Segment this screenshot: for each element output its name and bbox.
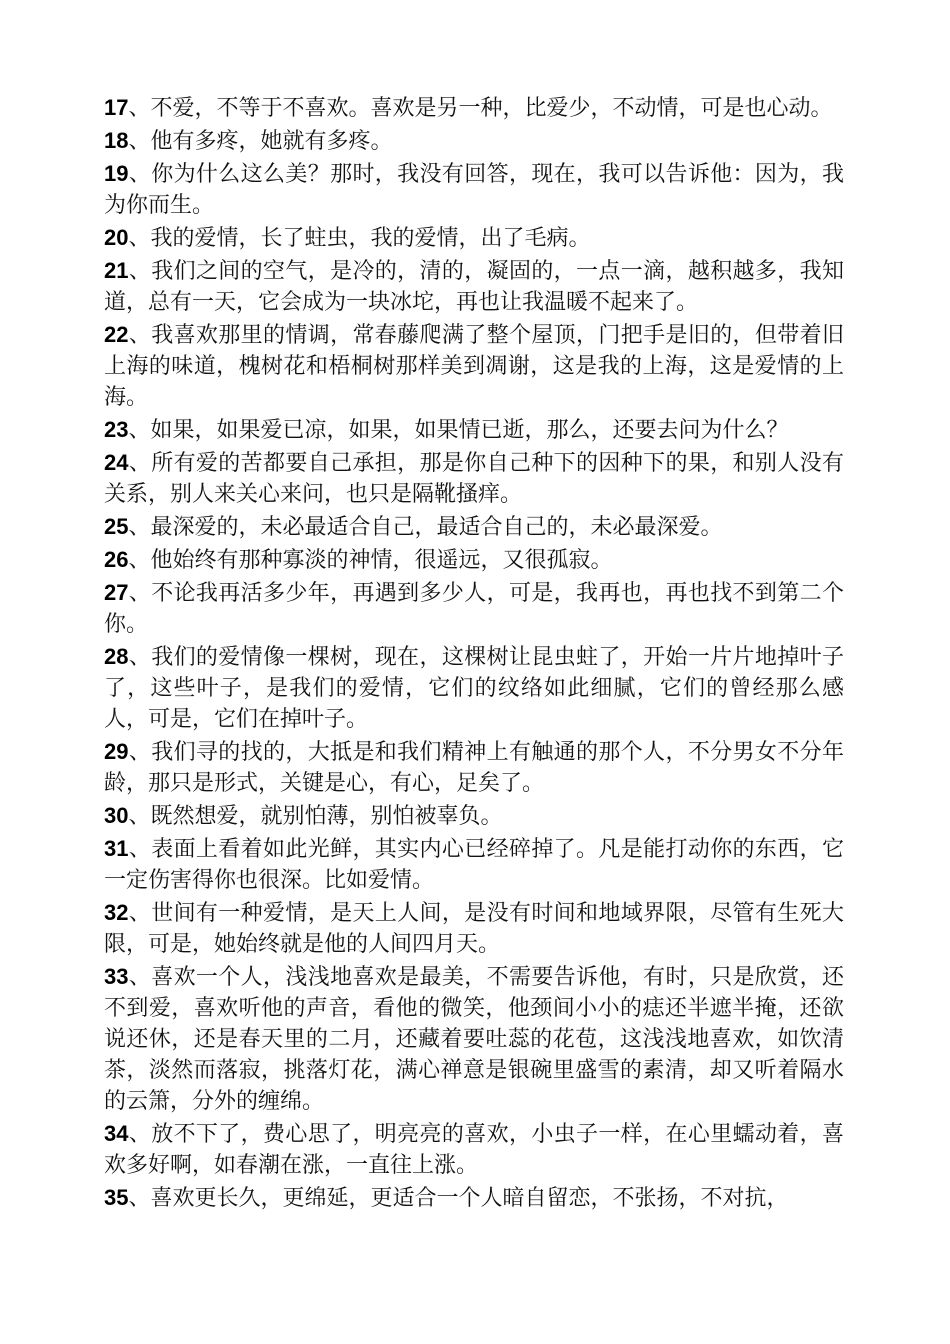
item-text: 、放不下了，费心思了，明亮亮的喜欢，小虫子一样，在心里蠕动着，喜欢多好啊，如春潮在涨，一直往上涨。	[104, 1122, 844, 1178]
list-item	[104, 833, 844, 896]
item-text: 、如果，如果爱已凉，如果，如果情已逝，那么，还要去问为什么？	[128, 418, 789, 443]
item-number: 28	[104, 644, 129, 669]
item-text: 、我们的爱情像一棵树，现在，这棵树让昆虫蛀了，开始一片片地掉叶子了，这些叶子，是我们的爱情，它们的纹络如此细腻，它们的曾经那么感人，可是，它们在掉叶子。	[104, 645, 844, 732]
item-number: 29	[104, 739, 129, 764]
item-text: 、表面上看着如此光鲜，其实内心已经碎掉了。凡是能打动你的东西，它一定伤害得你也很深。比如爱情。	[104, 837, 844, 893]
item-text: 、我们寻的找的，大抵是和我们精神上有触通的那个人，不分男女不分年龄，那只是形式，关键是心，有心，足矣了。	[104, 740, 844, 796]
item-text: 、我们之间的空气，是冷的，清的，凝固的，一点一滴，越积越多，我知道，总有一天，它会成为一块冰坨，再也让我温暖不起来了。	[104, 259, 844, 315]
item-number: 19	[104, 161, 129, 186]
list-item	[104, 800, 844, 832]
item-text: 、喜欢更长久，更绵延，更适合一个人暗自留恋，不张扬，不对抗，	[128, 1186, 789, 1211]
item-number: 25	[104, 514, 129, 539]
item-number: 24	[104, 450, 129, 475]
item-text: 、我喜欢那里的情调，常春藤爬满了整个屋顶，门把手是旧的，但带着旧上海的味道，槐树花和梧桐树那样美到凋谢，这是我的上海，这是爱情的上海。	[104, 323, 844, 410]
list-item	[104, 961, 844, 1117]
item-text: 、他有多疼，她就有多疼。	[128, 129, 393, 154]
item-text: 、既然想爱，就别怕薄，别怕被辜负。	[128, 804, 503, 829]
list-item	[104, 1118, 844, 1181]
list-item	[104, 447, 844, 510]
item-text: 、他始终有那种寡淡的神情，很遥远，又很孤寂。	[128, 548, 613, 573]
item-number: 32	[104, 900, 129, 925]
item-number: 17	[104, 95, 129, 120]
item-number: 20	[104, 225, 129, 250]
item-text: 、不爱，不等于不喜欢。喜欢是另一种，比爱少，不动情，可是也心动。	[128, 96, 833, 121]
item-number: 34	[104, 1121, 129, 1146]
item-text: 、最深爱的，未必最适合自己，最适合自己的，未必最深爱。	[128, 515, 723, 540]
list-item	[104, 897, 844, 960]
item-number: 33	[104, 964, 129, 989]
item-text: 、我的爱情，长了蛀虫，我的爱情，出了毛病。	[128, 226, 591, 251]
item-text: 、所有爱的苦都要自己承担，那是你自己种下的因种下的果，和别人没有关系，别人来关心来问，也只是隔靴搔痒。	[104, 451, 844, 507]
list-item	[104, 125, 844, 157]
item-text: 、不论我再活多少年，再遇到多少人，可是，我再也，再也找不到第二个你。	[104, 581, 844, 637]
item-number: 31	[104, 836, 129, 861]
list-item	[104, 1182, 844, 1214]
item-text: 、你为什么这么美？那时，我没有回答，现在，我可以告诉他：因为，我为你而生。	[104, 162, 844, 218]
item-text: 、喜欢一个人，浅浅地喜欢是最美，不需要告诉他，有时，只是欣赏，还不到爱，喜欢听他的声音，看他的微笑，他颈间小小的痣还半遮半掩，还欲说还休，还是春天里的二月，还藏着要吐蕊的花苞，这浅浅地喜欢，如饮清茶，淡然而落寂，挑落灯花，满心禅意是银碗里盛雪的素清，却又听着隔水的云箫，分外的缠绵。	[104, 965, 844, 1114]
item-number: 30	[104, 803, 129, 828]
list-item	[104, 92, 844, 124]
item-number: 35	[104, 1185, 129, 1210]
document-body	[104, 92, 844, 1215]
list-item	[104, 577, 844, 640]
list-item	[104, 158, 844, 221]
list-item	[104, 544, 844, 576]
item-number: 18	[104, 128, 129, 153]
list-item	[104, 319, 844, 413]
list-item	[104, 222, 844, 254]
list-item	[104, 511, 844, 543]
item-text: 、世间有一种爱情，是天上人间，是没有时间和地域界限，尽管有生死大限，可是，她始终就是他的人间四月天。	[104, 901, 844, 957]
item-number: 22	[104, 322, 129, 347]
list-item	[104, 255, 844, 318]
item-number: 21	[104, 258, 129, 283]
list-item	[104, 736, 844, 799]
item-number: 26	[104, 547, 129, 572]
list-item	[104, 641, 844, 735]
item-number: 27	[104, 580, 129, 605]
item-number: 23	[104, 417, 129, 442]
list-item	[104, 414, 844, 446]
